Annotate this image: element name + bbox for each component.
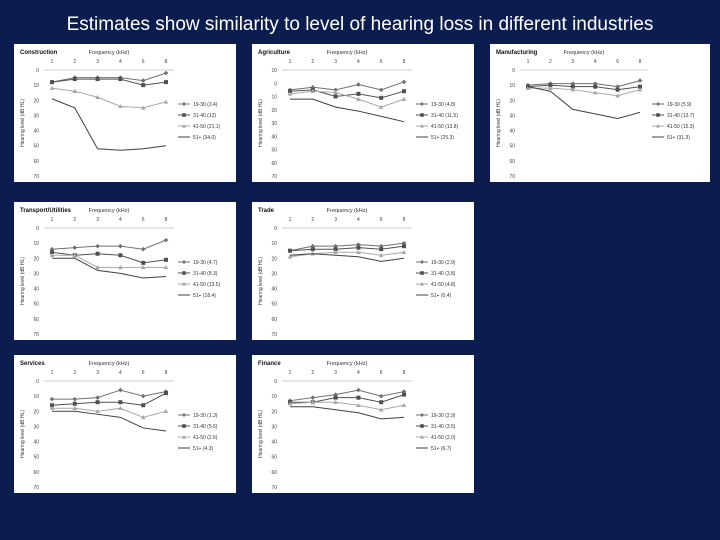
data-point [288,249,292,253]
y-axis-label: Hearing level (dB HL) [20,410,26,458]
y-tick-label: 70 [33,485,39,491]
line-chart [490,44,710,182]
legend-label: 41-50 (2.0) [431,435,456,441]
y-tick-label: 0 [274,379,277,385]
data-point [379,247,383,251]
data-point [118,244,123,249]
series-line-3 [290,402,404,410]
series-line-2 [290,90,404,98]
data-point [141,83,145,87]
x-tick-label: 1 [288,59,292,65]
y-tick-label: 30 [33,113,39,120]
legend-marker [656,113,660,117]
legend-label: 41-50 (13.5) [193,282,221,288]
y-tick-label: 40 [271,134,277,141]
data-point [141,403,145,407]
y-tick-label: 10 [271,94,277,101]
x-tick-label: 3 [334,59,337,65]
chart-title: Trade [258,208,275,214]
chart-title: Services [20,361,45,367]
chart-title: Construction [20,50,58,56]
data-point [118,400,122,404]
x-tick-label: 8 [402,59,406,65]
data-point [50,80,54,84]
legend-marker [420,102,424,106]
x-tick-label: 6 [141,370,145,376]
data-point [96,77,100,81]
data-point [356,92,360,96]
x-tick-label: 8 [164,217,168,223]
legend-label: 51+ (34.0) [193,135,216,141]
data-point [402,403,407,407]
x-tick-label: 8 [638,59,642,65]
legend-label: 51+ (25.3) [431,135,454,141]
data-point [164,391,168,395]
data-point [616,88,620,92]
y-tick-label: 30 [33,424,39,431]
series-line-3 [52,255,166,267]
data-point [95,244,100,249]
legend-label: 31-40 (3.5) [431,424,456,430]
data-point [402,97,407,101]
x-tick-label: 3 [334,217,337,223]
legend-label: 51+ (31.3) [667,135,690,141]
y-tick-label: 50 [33,454,39,461]
line-chart [252,202,474,340]
x-tick-label: 3 [96,217,99,223]
legend-marker [656,102,660,106]
legend-label: 19-30 (2.9) [431,413,456,419]
data-point [164,99,169,103]
x-tick-label: 2 [311,217,315,223]
legend-label: 41-50 (13.8) [431,124,459,130]
y-tick-label: 30 [271,121,277,127]
y-tick-label: 20 [271,107,277,114]
legend-marker [420,271,424,275]
data-point [141,247,146,252]
x-tick-label: 4 [119,217,122,223]
line-chart [14,202,236,340]
series-line-1 [52,390,166,399]
x-tick-label: 4 [357,59,360,65]
y-tick-label: 60 [33,469,39,476]
data-point [141,78,146,83]
y-axis-label: Hearing level (dB HL) [496,99,502,147]
legend-marker [420,424,424,428]
y-axis-label: Hearing level (dB HL) [258,257,264,305]
legend-marker [182,102,186,106]
x-tick-label: 2 [73,370,77,376]
x-tick-label: 1 [50,370,54,376]
x-tick-label: 2 [311,370,315,376]
data-point [402,80,407,85]
x-tick-label: 6 [379,59,383,65]
x-axis-label: Frequency (kHz) [563,50,605,56]
line-chart [252,355,474,493]
x-tick-label: 8 [402,370,406,376]
legend-label: 19-30 (4.7) [193,260,218,266]
x-tick-label: 4 [119,370,122,376]
data-point [402,89,406,93]
chart-title: Agriculture [258,50,291,56]
data-point [334,95,338,99]
x-tick-label: 3 [96,59,99,65]
x-tick-label: 3 [96,370,99,376]
x-axis-label: Frequency (kHz) [326,50,368,56]
legend-label: 19-30 (4.8) [431,102,456,108]
data-point [164,80,168,84]
line-chart [14,44,236,182]
x-tick-label: 1 [50,217,54,223]
data-point [96,400,100,404]
x-tick-label: 4 [593,59,597,65]
data-point [402,250,407,254]
series-line-3 [52,88,166,108]
y-tick-label: 20 [33,256,39,263]
series-line-4 [52,258,166,278]
x-tick-label: 4 [357,217,360,223]
y-tick-label: 70 [33,174,39,180]
y-tick-label: 10 [271,68,277,74]
legend-marker [420,113,424,117]
y-tick-label: 10 [271,394,277,401]
x-tick-label: 6 [379,370,383,376]
x-axis-label: Frequency (kHz) [88,208,130,214]
data-point [95,395,100,400]
data-point [164,238,169,243]
data-point [593,85,597,89]
y-tick-label: 40 [509,128,515,135]
x-tick-label: 3 [571,59,575,65]
data-point [141,261,145,265]
data-point [402,393,406,397]
x-tick-label: 4 [357,370,360,376]
x-tick-label: 8 [402,217,406,223]
series-line-4 [52,411,166,431]
legend-label: 31-40 (13.7) [667,113,695,119]
legend-label: 19-30 (1.3) [193,413,218,419]
data-point [356,246,360,250]
x-axis-label: Frequency (kHz) [88,361,130,367]
y-tick-label: 30 [509,113,515,120]
x-tick-label: 2 [73,59,77,65]
x-tick-label: 2 [311,59,315,65]
chart-panel-trade [252,202,474,340]
y-tick-label: 50 [33,143,39,150]
data-point [402,244,406,248]
data-point [356,82,361,87]
x-axis-label: Frequency (kHz) [88,50,130,56]
chart-panel-transport-utilities [14,202,236,340]
y-tick-label: 10 [509,83,515,90]
data-point [141,394,146,399]
data-point [379,96,383,100]
legend-marker [182,113,186,117]
y-tick-label: 0 [274,226,277,232]
y-tick-label: 20 [33,409,39,416]
data-point [379,394,384,399]
legend-label: 41-50 (4.8) [431,282,456,288]
legend-marker [182,271,186,275]
y-tick-label: 60 [33,316,39,323]
y-tick-label: 70 [509,174,515,180]
y-tick-label: 0 [36,68,39,74]
chart-title: Manufacturing [496,50,538,56]
legend-label: 51+ (4.3) [193,446,214,452]
series-line-1 [290,390,404,401]
y-axis-label: Hearing level (dB HL) [258,99,264,147]
data-point [50,86,55,90]
x-tick-label: 2 [73,217,77,223]
y-tick-label: 20 [271,409,277,416]
series-line-2 [52,79,166,85]
y-tick-label: 10 [33,83,39,90]
legend-label: 41-50 (21.1) [193,124,221,130]
data-point [73,245,78,250]
y-tick-label: 0 [512,68,515,74]
data-point [638,78,643,83]
chart-panel-manufacturing [490,44,710,182]
y-tick-label: 50 [33,301,39,308]
legend-label: 19-30 (5.9) [667,102,692,108]
y-tick-label: 50 [271,454,277,461]
data-point [118,253,122,257]
legend-marker [420,260,424,264]
y-tick-label: 20 [33,98,39,105]
legend-label: 31-40 (3.8) [431,271,456,277]
series-line-2 [52,252,166,263]
y-tick-label: 70 [33,332,39,338]
y-tick-label: 30 [33,271,39,278]
legend-label: 19-30 (3.4) [193,102,218,108]
y-tick-label: 10 [33,241,39,248]
y-tick-label: 0 [274,81,277,88]
y-tick-label: 50 [271,147,277,154]
data-point [73,77,77,81]
series-line-1 [52,73,166,82]
x-tick-label: 4 [119,59,122,65]
chart-title: Finance [258,361,281,367]
chart-panel-agriculture [252,44,474,182]
y-tick-label: 50 [509,143,515,150]
y-tick-label: 60 [271,316,277,323]
chart-panel-finance [252,355,474,493]
y-tick-label: 0 [36,226,39,232]
data-point [73,402,77,406]
y-tick-label: 20 [271,256,277,263]
x-tick-label: 1 [288,217,292,223]
y-tick-label: 20 [509,98,515,105]
y-tick-label: 0 [36,379,39,385]
x-tick-label: 6 [616,59,619,65]
x-tick-label: 1 [526,59,530,65]
y-tick-label: 40 [271,439,277,446]
data-point [164,258,168,262]
legend-label: 51+ (18.4) [193,293,216,299]
chart-panel-construction [14,44,236,182]
data-point [311,247,315,251]
legend-label: 51+ (6.7) [431,446,452,452]
legend-label: 41-50 (2.6) [193,435,218,441]
legend-label: 31-40 (8.3) [193,271,218,277]
data-point [118,388,123,393]
data-point [96,252,100,256]
data-point [356,396,360,400]
x-axis-label: Frequency (kHz) [326,208,368,214]
chart-panel-services [14,355,236,493]
y-tick-label: 10 [33,394,39,401]
legend-marker [420,413,424,417]
y-axis-label: Hearing level (dB HL) [20,257,26,305]
y-tick-label: 60 [271,469,277,476]
data-point [164,409,169,413]
data-point [379,400,383,404]
x-tick-label: 8 [164,59,168,65]
legend-label: 31-40 (11.5) [431,113,458,119]
series-line-1 [52,240,166,249]
legend-label: 31-40 (5.6) [193,424,218,430]
slide-title: Estimates show similarity to level of hearing loss in different industries [66,14,654,35]
x-tick-label: 6 [141,217,145,223]
x-tick-label: 1 [50,59,54,65]
data-point [379,88,384,93]
x-axis-label: Frequency (kHz) [326,361,368,367]
y-tick-label: 40 [271,286,277,293]
line-chart [252,44,474,182]
y-tick-label: 70 [271,332,277,338]
data-point [356,388,361,393]
data-point [50,397,55,402]
y-tick-label: 40 [33,439,39,446]
legend-label: 41-50 (15.3) [667,124,695,130]
legend-label: 19-30 (2.9) [431,260,456,266]
series-line-4 [290,99,404,122]
x-tick-label: 1 [288,370,292,376]
y-tick-label: 40 [33,286,39,293]
y-axis-label: Hearing level (dB HL) [20,99,26,147]
x-tick-label: 6 [379,217,383,223]
y-tick-label: 30 [271,271,277,278]
y-tick-label: 70 [271,174,277,180]
data-point [73,397,78,402]
legend-label: 51+ (0.4) [431,293,452,299]
chart-title: Transport/Utilities [20,208,72,214]
y-tick-label: 50 [271,301,277,308]
legend-marker [182,413,186,417]
data-point [311,395,316,400]
legend-marker [182,424,186,428]
y-tick-label: 40 [33,128,39,135]
y-tick-label: 60 [271,160,277,167]
x-tick-label: 2 [549,59,552,65]
series-line-2 [528,85,640,90]
y-tick-label: 70 [271,485,277,491]
y-tick-label: 30 [271,424,277,431]
y-tick-label: 60 [509,158,515,165]
data-point [118,77,122,81]
x-tick-label: 3 [334,370,337,376]
data-point [164,71,169,76]
x-tick-label: 8 [164,370,168,376]
x-tick-label: 6 [141,59,145,65]
y-tick-label: 10 [271,241,277,248]
data-point [334,396,338,400]
legend-marker [182,260,186,264]
data-point [118,406,123,410]
legend-label: 31-40 (12) [193,113,217,119]
series-line-1 [290,82,404,90]
line-chart [14,355,236,493]
y-axis-label: Hearing level (dB HL) [258,410,264,458]
y-tick-label: 60 [33,158,39,165]
